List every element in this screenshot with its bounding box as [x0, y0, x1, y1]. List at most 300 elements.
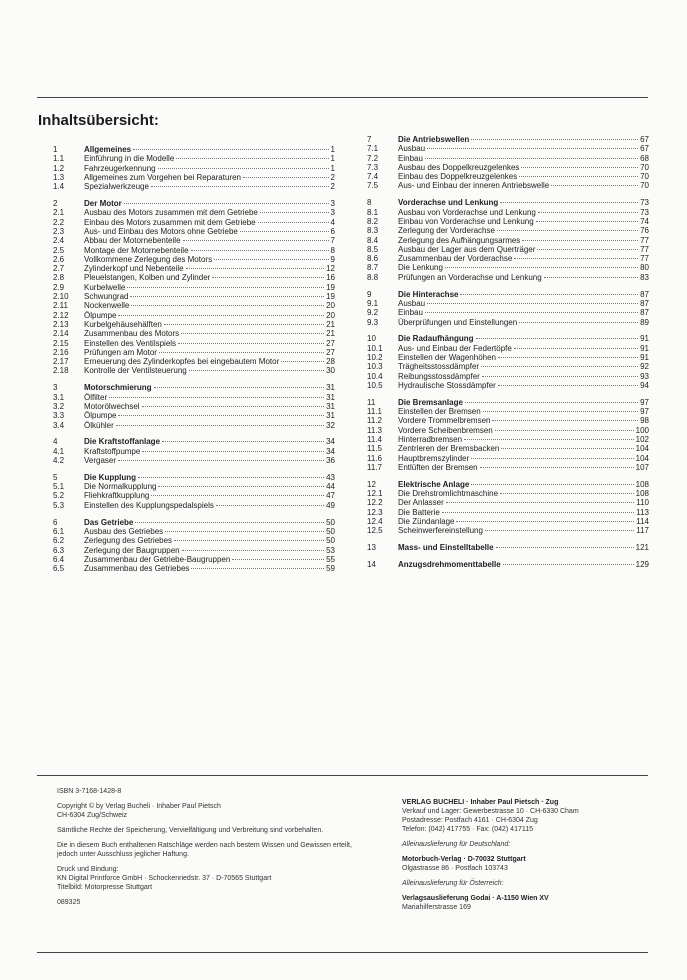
- dot-leader: [538, 212, 638, 213]
- entry-page: 97: [640, 397, 649, 407]
- toc-group: [367, 560, 649, 569]
- entry-page: 32: [326, 420, 335, 430]
- entry-number: 2.9: [53, 282, 65, 292]
- imprint-top-rule: [37, 775, 648, 776]
- entry-title: Ausbau der Lager aus dem Querträger: [398, 244, 536, 254]
- copyright-location: CH-6304 Zug/Schweiz: [57, 812, 128, 819]
- entry-page: 73: [640, 198, 649, 208]
- entry-page: 100: [635, 425, 649, 435]
- entry-title: Trägheitsstossdämpfer: [398, 362, 480, 372]
- toc-entry: [367, 463, 649, 472]
- toc-entry: [53, 218, 335, 227]
- dot-leader: [425, 312, 638, 313]
- entry-number: 3.3: [53, 411, 65, 421]
- entry-number: 1.4: [53, 182, 65, 192]
- entry-title: Montage der Motornebenteile: [84, 245, 189, 255]
- dot-leader: [151, 186, 329, 187]
- entry-title: Aus- und Einbau des Motors ohne Getriebe: [84, 226, 238, 236]
- entry-page: 97: [640, 407, 649, 417]
- entry-number: 8: [367, 198, 372, 208]
- toc-right-column: [367, 135, 649, 577]
- dot-leader: [142, 451, 324, 452]
- entry-number: 2.11: [53, 301, 68, 311]
- dot-leader: [109, 397, 324, 398]
- entry-number: 2: [53, 199, 58, 209]
- entry-title: Reibungsstossdämpfer: [398, 371, 480, 381]
- entry-page: 74: [640, 216, 649, 226]
- dot-leader: [497, 230, 638, 231]
- dot-leader: [182, 550, 324, 551]
- dot-leader: [483, 411, 638, 412]
- entry-page: 77: [640, 254, 649, 264]
- entry-title: Entlüften der Bremsen: [398, 462, 478, 472]
- entry-title: Ölpumpe: [84, 411, 117, 421]
- entry-number: 7.3: [367, 162, 379, 172]
- dot-leader: [464, 439, 634, 440]
- publisher-name: VERLAG BUCHELI · Inhaber Paul Pietsch · Zug: [402, 799, 559, 806]
- entry-number: 2.18: [53, 366, 69, 376]
- cover-credit: Titelbild: Motorpresse Stuttgart: [57, 884, 153, 891]
- toc-entry: [367, 435, 649, 444]
- entry-page: 43: [326, 472, 335, 482]
- entry-page: 87: [640, 308, 649, 318]
- entry-page: 47: [326, 491, 335, 501]
- entry-number: 7: [367, 135, 372, 144]
- entry-number: 9.2: [367, 308, 379, 318]
- entry-page: 3: [330, 199, 335, 209]
- entry-number: 1.2: [53, 163, 65, 173]
- rights-notice: Sämtliche Rechte der Speicherung, Vervielfältigung und Verbreitung sind vorbehalten.: [57, 827, 324, 834]
- toc-entry: [53, 501, 335, 510]
- toc-group: [367, 543, 649, 552]
- toc-entry: [367, 172, 649, 181]
- at-distributor-address: Mariahilferstrasse 169: [402, 904, 471, 911]
- dot-leader: [427, 148, 638, 149]
- entry-title: Zusammenbau der Getriebe-Baugruppen: [84, 554, 231, 564]
- toc-entry: [367, 372, 649, 381]
- toc-entry: [53, 536, 335, 545]
- entry-page: 59: [326, 564, 335, 574]
- entry-number: 9: [367, 289, 372, 299]
- entry-title: Abbau der Motornebenteile: [84, 236, 181, 246]
- entry-number: 1.3: [53, 172, 65, 182]
- toc-entry: [53, 255, 335, 264]
- entry-title: Erneuerung des Zylinderkopfes bei eingebautem Motor: [84, 357, 280, 367]
- toc-chapter: [367, 135, 649, 144]
- dot-leader: [158, 486, 324, 487]
- entry-number: 6.5: [53, 564, 65, 574]
- entry-number: 12.3: [367, 507, 383, 517]
- entry-title: Ausbau: [398, 144, 426, 154]
- entry-number: 7.4: [367, 172, 379, 182]
- entry-title: Spezialwerkzeuge: [84, 182, 149, 192]
- toc-chapter: [367, 290, 649, 299]
- entry-title: Die Batterie: [398, 507, 440, 517]
- dot-leader: [514, 258, 638, 259]
- entry-number: 10.4: [367, 371, 383, 381]
- entry-number: 11.2: [367, 416, 382, 426]
- entry-number: 8.6: [367, 254, 379, 264]
- dot-leader: [151, 495, 324, 496]
- entry-number: 10.3: [367, 362, 383, 372]
- page-title: Inhaltsübersicht:: [38, 112, 159, 129]
- toc-entry: [367, 454, 649, 463]
- toc-entry: [53, 292, 335, 301]
- printer: KN Digital Printforce GmbH · Schockenriedstr. 37 · D-70565 Stuttgart: [57, 875, 272, 882]
- entry-title: Ölpumpe: [84, 310, 117, 320]
- entry-page: 36: [326, 455, 335, 465]
- entry-page: 21: [326, 319, 335, 329]
- entry-page: 53: [326, 545, 335, 555]
- entry-page: 76: [640, 226, 649, 236]
- entry-page: 19: [326, 292, 335, 302]
- entry-title: Einbau: [398, 153, 423, 163]
- dot-leader: [186, 268, 324, 269]
- entry-number: 2.16: [53, 347, 69, 357]
- dot-leader: [165, 531, 324, 532]
- de-distributor: [402, 855, 652, 873]
- entry-title: Ausbau des Doppelkreuzgelenkes: [398, 162, 520, 172]
- entry-number: 7.1: [367, 144, 379, 154]
- entry-number: 6: [53, 517, 58, 527]
- entry-title: Hauptbremszylinder: [398, 453, 470, 463]
- toc-entry: [53, 366, 335, 375]
- entry-number: 7.5: [367, 181, 379, 191]
- entry-title: Einbau des Motors zusammen mit dem Getriebe: [84, 217, 256, 227]
- dot-leader: [118, 460, 324, 461]
- toc-chapter: [53, 383, 335, 392]
- entry-number: 11.4: [367, 434, 382, 444]
- entry-title: Die Kupplung: [84, 472, 136, 482]
- publisher-block: [402, 798, 652, 834]
- entry-page: 77: [640, 235, 649, 245]
- entry-page: 20: [326, 301, 335, 311]
- dot-leader: [240, 231, 329, 232]
- dot-leader: [142, 406, 325, 407]
- entry-page: 77: [640, 244, 649, 254]
- entry-number: 12.5: [367, 526, 383, 536]
- entry-page: 110: [636, 498, 649, 508]
- toc-chapter: [367, 543, 649, 552]
- entry-page: 91: [640, 353, 649, 363]
- entry-number: 2.15: [53, 338, 69, 348]
- toc-entry: [53, 264, 335, 273]
- toc-group: [367, 334, 649, 390]
- dot-leader: [537, 249, 638, 250]
- dot-leader: [158, 168, 329, 169]
- entry-page: 50: [326, 517, 335, 527]
- entry-title: Die Drehstromlichtmaschine: [398, 489, 499, 499]
- dot-leader: [492, 420, 638, 421]
- dot-leader: [471, 484, 633, 485]
- entry-title: Einstellen der Bremsen: [398, 407, 481, 417]
- entry-page: 21: [326, 329, 335, 339]
- toc-entry: [53, 208, 335, 217]
- print-code: 089325: [57, 899, 81, 906]
- entry-page: 2: [330, 172, 335, 182]
- dot-leader: [258, 222, 329, 223]
- dot-leader: [485, 530, 634, 531]
- imprint-left: [57, 787, 357, 913]
- toc-entry: [53, 339, 335, 348]
- toc-entry: [367, 362, 649, 371]
- dot-leader: [135, 522, 324, 523]
- entry-page: 102: [635, 434, 649, 444]
- dot-leader: [456, 521, 634, 522]
- entry-page: 91: [640, 334, 649, 344]
- entry-title: Einbau des Doppelkreuzgelenkes: [398, 172, 518, 182]
- copyright: [57, 802, 357, 820]
- de-distributor-name: Motorbuch-Verlag · D-70032 Stuttgart: [402, 856, 526, 863]
- entry-page: 94: [640, 380, 649, 390]
- entry-title: Ausbau des Getriebes: [84, 526, 164, 536]
- entry-page: 1: [330, 163, 335, 173]
- toc-entry: [367, 236, 649, 245]
- dot-leader: [191, 250, 329, 251]
- entry-number: 8.1: [367, 207, 379, 217]
- entry-number: 2.10: [53, 292, 69, 302]
- dot-leader: [116, 425, 324, 426]
- toc-entry: [53, 227, 335, 236]
- entry-title: Zentrieren der Bremsbacken: [398, 444, 500, 454]
- dot-leader: [281, 361, 324, 362]
- imprint-bottom-rule: [37, 952, 648, 953]
- entry-title: Die Lenkung: [398, 263, 443, 273]
- entry-number: 12.1: [367, 489, 383, 499]
- entry-page: 31: [326, 411, 335, 421]
- entry-number: 2.4: [53, 236, 65, 246]
- entry-page: 49: [326, 500, 335, 510]
- entry-title: Zerlegung der Vorderachse: [398, 226, 495, 236]
- entry-title: Vordere Scheibenbremsen: [398, 425, 493, 435]
- entry-page: 6: [330, 226, 335, 236]
- toc-entry: [367, 526, 649, 535]
- toc-entry: [367, 353, 649, 362]
- dot-leader: [480, 467, 634, 468]
- dot-leader: [503, 564, 634, 565]
- entry-page: 55: [326, 554, 335, 564]
- entry-title: Die Radaufhängung: [398, 334, 474, 344]
- toc-chapter: [367, 198, 649, 207]
- disclaimer: [57, 841, 357, 859]
- dot-leader: [124, 203, 329, 204]
- entry-number: 6.1: [53, 526, 65, 536]
- toc-chapter: [367, 560, 649, 569]
- entry-title: Der Anlasser: [398, 498, 444, 508]
- entry-page: 104: [635, 444, 649, 454]
- entry-page: 108: [635, 489, 649, 499]
- entry-title: Hinterradbremsen: [398, 434, 463, 444]
- entry-number: 2.6: [53, 254, 65, 264]
- toc-entry: [367, 181, 649, 190]
- toc-entry: [367, 517, 649, 526]
- entry-title: Aus- und Einbau der Federtöpfe: [398, 343, 512, 353]
- entry-number: 11.7: [367, 462, 382, 472]
- entry-page: 8: [330, 245, 335, 255]
- entry-number: 5.2: [53, 491, 65, 501]
- dot-leader: [476, 338, 639, 339]
- dot-leader: [500, 493, 634, 494]
- toc-chapter: [367, 480, 649, 489]
- entry-title: Die Normalkupplung: [84, 482, 157, 492]
- entry-number: 8.7: [367, 263, 379, 273]
- entry-page: 31: [326, 383, 335, 393]
- dot-leader: [178, 343, 324, 344]
- entry-number: 8.3: [367, 226, 379, 236]
- entry-number: 2.2: [53, 217, 65, 227]
- entry-number: 7.2: [367, 153, 379, 163]
- entry-page: 7: [330, 236, 335, 246]
- entry-title: Fliehkraftkupplung: [84, 491, 150, 501]
- entry-number: 4.1: [53, 446, 65, 456]
- entry-page: 2: [330, 182, 335, 192]
- entry-number: 12.4: [367, 516, 383, 526]
- toc-left-column: [53, 145, 335, 581]
- dot-leader: [118, 315, 324, 316]
- entry-title: Aus- und Einbau der inneren Antriebswelle: [398, 181, 550, 191]
- toc-entry: [53, 173, 335, 182]
- entry-number: 9.1: [367, 298, 379, 308]
- isbn: ISBN 3-7168-1428-8: [57, 788, 122, 795]
- dot-leader: [130, 296, 324, 297]
- de-distribution-label: Alleinauslieferung für Deutschland:: [402, 841, 511, 848]
- toc-entry: [367, 498, 649, 507]
- entry-page: 68: [640, 153, 649, 163]
- toc-entry: [53, 456, 335, 465]
- entry-number: 11.3: [367, 425, 382, 435]
- dot-leader: [159, 352, 324, 353]
- toc-entry: [53, 564, 335, 573]
- dot-leader: [176, 158, 328, 159]
- imprint-right: [402, 798, 652, 918]
- print-info: [57, 865, 357, 892]
- toc-entry: [367, 426, 649, 435]
- entry-page: 70: [640, 162, 649, 172]
- entry-title: Zusammenbau des Motors: [84, 329, 180, 339]
- entry-page: 31: [326, 401, 335, 411]
- dot-leader: [522, 240, 638, 241]
- dot-leader: [445, 267, 638, 268]
- publisher-postal: Postadresse: Postfach 4161 · CH-6304 Zug: [402, 817, 538, 824]
- entry-page: 70: [640, 172, 649, 182]
- toc-chapter: [53, 437, 335, 446]
- entry-page: 114: [636, 516, 649, 526]
- entry-title: Hydraulische Stossdämpfer: [398, 380, 496, 390]
- entry-title: Fahrzeugerkennung: [84, 163, 156, 173]
- entry-page: 27: [326, 347, 335, 357]
- entry-title: Einstellen der Wagenhöhen: [398, 353, 496, 363]
- entry-page: 1: [330, 154, 335, 164]
- entry-title: Das Getriebe: [84, 517, 134, 527]
- dot-leader: [519, 322, 638, 323]
- entry-page: 107: [635, 462, 649, 472]
- entry-title: Allgemeines: [84, 145, 132, 154]
- entry-number: 3: [53, 383, 58, 393]
- entry-number: 8.2: [367, 216, 379, 226]
- toc-group: [367, 480, 649, 536]
- entry-number: 2.17: [53, 357, 69, 367]
- top-rule: [37, 97, 648, 98]
- entry-page: 3: [330, 208, 335, 218]
- entry-number: 6.4: [53, 554, 65, 564]
- entry-page: 19: [326, 282, 335, 292]
- dot-leader: [191, 568, 324, 569]
- toc-entry: [53, 236, 335, 245]
- entry-title: Zerlegung der Baugruppen: [84, 545, 180, 555]
- toc-entry: [367, 273, 649, 282]
- entry-number: 2.13: [53, 319, 69, 329]
- dot-leader: [260, 212, 329, 213]
- publisher-address: Verkauf und Lager: Gewerbestrasse 10 · CH-6330 Cham: [402, 808, 579, 815]
- de-distributor-address: Olgastrasse 86 · Postfach 103743: [402, 865, 508, 872]
- toc-entry: [53, 393, 335, 402]
- entry-page: 4: [330, 217, 335, 227]
- entry-number: 3.1: [53, 392, 65, 402]
- toc-group: [53, 473, 335, 510]
- toc-group: [367, 135, 649, 191]
- dot-leader: [427, 303, 638, 304]
- entry-title: Elektrische Anlage: [398, 479, 470, 489]
- entry-number: 8.4: [367, 235, 379, 245]
- dot-leader: [514, 348, 638, 349]
- entry-page: 87: [640, 289, 649, 299]
- dot-leader: [496, 547, 634, 548]
- dot-leader: [118, 415, 324, 416]
- entry-title: Einstellen des Kupplungspedalspiels: [84, 500, 214, 510]
- disclaimer-line-2: jedoch unter Ausschluss jeglicher Haftung.: [57, 851, 189, 858]
- dot-leader: [544, 277, 638, 278]
- entry-title: Vollkommene Zerlegung des Motors: [84, 254, 213, 264]
- toc-entry: [367, 154, 649, 163]
- entry-page: 16: [326, 273, 335, 283]
- publisher-phone: Telefon: (042) 417755 · Fax: (042) 417115: [402, 826, 534, 833]
- entry-page: 50: [326, 536, 335, 546]
- entry-title: Zerlegung des Getriebes: [84, 536, 173, 546]
- entry-title: Die Bremsanlage: [398, 397, 463, 407]
- entry-title: Allgemeines zum Vorgehen bei Reparaturen: [84, 172, 241, 182]
- entry-title: Pleuelstangen, Kolben und Zylinder: [84, 273, 211, 283]
- entry-title: Prüfungen an Vorderachse und Lenkung: [398, 272, 542, 282]
- toc-entry: [53, 447, 335, 456]
- entry-page: 104: [635, 453, 649, 463]
- entry-page: 50: [326, 526, 335, 536]
- toc-entry: [367, 299, 649, 308]
- toc-chapter: [367, 398, 649, 407]
- entry-number: 2.8: [53, 273, 65, 283]
- entry-page: 92: [640, 362, 649, 372]
- entry-page: 67: [640, 144, 649, 154]
- entry-number: 9.3: [367, 317, 379, 327]
- entry-number: 2.12: [53, 310, 69, 320]
- dot-leader: [154, 387, 325, 388]
- entry-title: Ausbau des Motors zusammen mit dem Getriebe: [84, 208, 258, 218]
- entry-number: 4.2: [53, 455, 65, 465]
- entry-title: Motorschmierung: [84, 383, 152, 393]
- entry-number: 8.8: [367, 272, 379, 282]
- entry-title: Mass- und Einstelltabelle: [398, 543, 494, 553]
- entry-number: 12.2: [367, 498, 383, 508]
- entry-number: 2.3: [53, 226, 65, 236]
- entry-page: 70: [640, 181, 649, 191]
- entry-number: 11.5: [367, 444, 382, 454]
- toc-group: [53, 145, 335, 191]
- dot-leader: [482, 376, 638, 377]
- entry-title: Der Motor: [84, 199, 122, 209]
- dot-leader: [232, 559, 324, 560]
- entry-page: 44: [326, 482, 335, 492]
- toc-entry: [53, 301, 335, 310]
- entry-page: 91: [640, 343, 649, 353]
